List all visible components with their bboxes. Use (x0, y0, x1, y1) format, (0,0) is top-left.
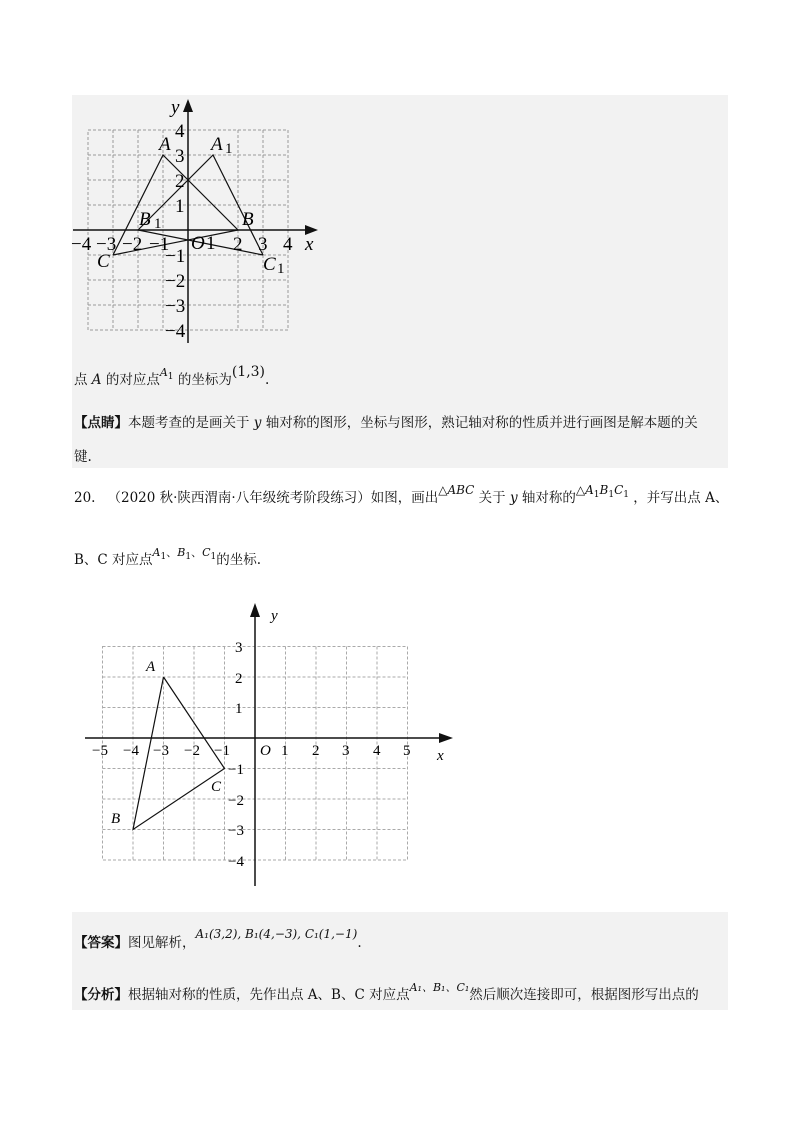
text: 的坐标为 (173, 372, 232, 388)
x-tick: 2 (233, 234, 243, 255)
text: 然后顺次连接即可，根据图形写出点的 (469, 987, 699, 1003)
text: ，并写出点 A、 (629, 490, 729, 506)
y-tick: 1 (235, 701, 243, 717)
x-tick: −3 (153, 743, 169, 759)
text: 根据轴对称的性质，先作出点 A、B、C 对应点 (128, 987, 410, 1003)
y-tick: −4 (228, 854, 244, 870)
x-tick: 1 (206, 233, 216, 254)
x-tick: −4 (71, 234, 92, 255)
problem-source: （2020 秋·陕西渭南·八年级统考阶段练习）如图，画出 (107, 490, 439, 506)
text: . (265, 372, 270, 388)
x-tick: 4 (283, 234, 293, 255)
y-tick: 3 (235, 640, 243, 656)
answer-tag: 【答案】 (74, 935, 128, 951)
text: 点 (74, 372, 92, 388)
answer-line (74, 927, 362, 953)
tri-part: C (614, 483, 624, 497)
subscript: 1 (593, 490, 600, 500)
problem-20-line-1 (74, 483, 729, 513)
text: 轴对称的 (517, 490, 576, 506)
point-label-c: C (97, 251, 110, 272)
figure-2-coordinate-grid (85, 598, 460, 888)
text: 关于 (474, 490, 510, 506)
x-tick: −3 (96, 234, 117, 255)
y-axis-arrow (250, 603, 260, 617)
var-y: y (509, 490, 518, 506)
point-label-a1: A (211, 134, 223, 155)
point-label-b1-sub: 1 (154, 216, 162, 232)
x-axis-label: x (437, 748, 444, 764)
x-tick: 3 (258, 234, 268, 255)
subscript: 1 (623, 490, 629, 500)
origin-label: O (191, 233, 205, 254)
var-y: y (253, 415, 262, 431)
y-tick: 3 (175, 146, 185, 167)
text: B、C 对应点 (74, 552, 153, 568)
subscript: 1 (608, 490, 615, 500)
point-label-a1-sub: 1 (225, 141, 233, 157)
comment-line-2 (74, 447, 92, 467)
x-tick: −4 (123, 743, 139, 759)
x-tick: 4 (373, 743, 381, 759)
sep: 、 (191, 546, 203, 559)
subscript: 1 (160, 552, 167, 562)
x-tick: 2 (312, 743, 320, 759)
text: 图见解析， (128, 935, 196, 951)
text: 的坐标. (216, 552, 262, 568)
tri-part: △A (575, 483, 594, 497)
point-a: A (91, 372, 102, 388)
point-a1 (159, 366, 174, 382)
comment-line-1 (74, 413, 698, 433)
subscript: 1 (185, 552, 192, 562)
comment-tag: 【点睛】 (74, 415, 128, 431)
y-tick: −2 (165, 271, 186, 292)
x-tick: −2 (184, 743, 200, 759)
text: 的对应点 (101, 372, 160, 388)
problem-number: 20. (74, 490, 96, 506)
x-tick: −1 (214, 743, 230, 759)
subscript: 1 (167, 372, 174, 382)
problem-20-line-2 (74, 546, 262, 575)
triangle-a1b1c1-label (575, 483, 629, 500)
analysis-tag: 【分析】 (74, 987, 128, 1003)
point-label-b: B (111, 811, 121, 827)
triangle-abc (133, 677, 225, 830)
x-tick: −1 (149, 234, 170, 255)
tri-part: B (599, 483, 609, 497)
x-axis-label: x (305, 234, 314, 255)
points-a1-b1-c1: A₁、B₁、C₁ (409, 981, 470, 994)
points-a1-b1-c1 (152, 546, 217, 562)
y-tick: −2 (228, 793, 244, 809)
y-tick: −1 (228, 762, 244, 778)
y-axis-label: y (271, 608, 278, 624)
y-axis-arrow (183, 99, 193, 112)
point-label-b: B (242, 209, 254, 230)
subscript: 1 (210, 552, 217, 562)
coordinate-a1: (1,3) (231, 364, 266, 380)
x-tick: 5 (403, 743, 411, 759)
x-tick: −2 (122, 234, 143, 255)
figure-1-coordinate-grid (65, 95, 335, 350)
x-tick: −5 (92, 743, 108, 759)
y-tick: 2 (175, 171, 185, 192)
point-label-a: A (146, 659, 156, 675)
x-axis-arrow (439, 733, 453, 743)
point-label-a: A (159, 134, 171, 155)
y-axis-label: y (171, 97, 180, 118)
y-tick: −4 (165, 321, 186, 342)
answer-coordinates: A₁(3,2), B₁(4,−3), C₁(1,−1) (195, 927, 358, 941)
pt: B (177, 546, 186, 559)
point-a1-letter: A (159, 366, 168, 379)
point-label-c1: C (263, 254, 276, 275)
y-tick: −3 (228, 823, 244, 839)
text: 本题考查的是画关于 (128, 415, 254, 431)
pt: C (202, 546, 211, 559)
triangle-abc-label: △ABC (438, 483, 475, 497)
point-label-c: C (211, 779, 222, 795)
y-tick: 2 (235, 671, 243, 687)
point-label-c1-sub: 1 (277, 261, 285, 277)
text: 轴对称的图形，坐标与图形，熟记轴对称的性质并进行画图是解本题的关 (261, 415, 698, 431)
y-tick: 4 (175, 121, 185, 142)
solution-line (74, 364, 270, 395)
origin-label: O (260, 743, 271, 759)
analysis-line (74, 981, 699, 1006)
y-tick: −1 (165, 246, 186, 267)
text: 键. (74, 449, 92, 465)
sep: 、 (166, 546, 178, 559)
point-label-b1: B (139, 209, 151, 230)
x-tick: 1 (281, 743, 289, 759)
pt: A (152, 546, 161, 559)
text: . (357, 935, 362, 951)
y-tick: 1 (175, 196, 185, 217)
y-tick: −3 (165, 296, 186, 317)
x-tick: 3 (342, 743, 350, 759)
